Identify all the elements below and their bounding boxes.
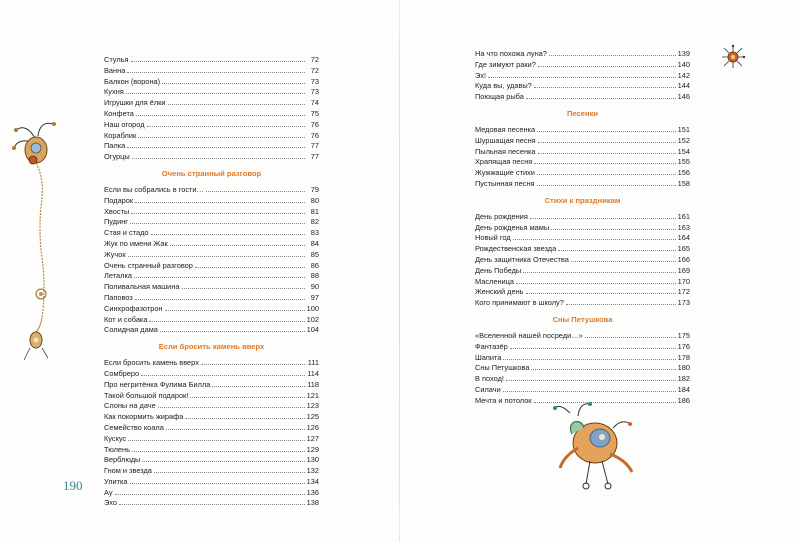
toc-entry-page: 79 [310,184,319,194]
toc-entry [104,87,319,98]
toc-entry-page: 85 [310,249,319,259]
dot-leader [488,76,676,78]
toc-entry-title: Сны Петушкова [475,363,530,373]
toc-entry-page: 84 [310,238,319,248]
toc-entry-page: 186 [677,395,690,405]
toc-entry-title: «Вселенной нашей посреди…» [475,330,583,340]
toc-entry [104,185,319,196]
dot-leader [119,503,305,505]
toc-entry-title: Поющая рыба [475,92,524,102]
toc-entry-page: 97 [310,292,319,302]
section-heading: Если бросить камень вверх [158,342,265,352]
toc-entry [104,217,319,228]
toc-entry-page: 73 [310,87,319,97]
dot-leader [195,266,305,268]
dot-leader [201,363,305,365]
dot-leader [537,130,676,132]
toc-entry-title: Кого принимают в школу? [475,298,564,308]
toc-entry-page: 88 [310,271,319,281]
page-number: 190 [63,478,83,493]
toc-entry-title: Гном и звезда [104,466,152,476]
toc-entry [475,233,690,244]
dot-leader [160,330,305,332]
toc-entry [475,223,690,234]
dot-leader [506,379,676,381]
toc-entry-title: Масленица [475,276,515,286]
toc-entry [475,363,690,374]
toc-entry-page: 102 [306,314,319,324]
toc-entry [475,147,690,158]
dot-leader [571,260,676,262]
dot-leader [132,450,305,452]
toc-entry-title: Эхо [104,498,118,508]
toc-entry [104,358,319,369]
toc-entry-page: 118 [307,379,319,389]
toc-entry-title: Кораблик [104,130,137,140]
toc-entry [475,244,690,255]
dot-leader [206,190,305,192]
toc-entry-page: 172 [677,287,690,297]
toc-entry-title: Тюлень [104,444,130,454]
toc-entry [104,391,319,402]
toc-entry-page: 73 [310,76,319,86]
toc-entry-page: 140 [677,59,690,69]
toc-entry-title: Куда вы, удавы? [475,81,532,91]
toc-entry-page: 176 [677,341,690,351]
toc-entry [104,293,319,304]
dot-leader [516,282,676,284]
dot-leader [523,271,675,273]
toc-entry-title: День рожденья мамы [475,222,550,232]
toc-entry [475,331,690,342]
toc-entry-page: 130 [306,455,319,465]
toc-entry-title: Пыльная песенка [475,146,536,156]
toc-entry-title: Если бросить камень вверх [104,358,199,368]
toc-entry [475,71,690,82]
dot-leader [127,71,305,73]
toc-entry-title: Верблюды [104,455,141,465]
toc-entry [475,277,690,288]
toc-entry-title: Палка [104,141,126,151]
dot-leader [131,212,305,214]
toc-entry-page: 170 [677,276,690,286]
toc-entry [104,131,319,142]
toc-entry [104,315,319,326]
toc-entry-title: Эх! [475,70,487,80]
toc-entry-page: 100 [306,303,319,313]
dot-leader [513,238,676,240]
dot-leader [566,303,676,305]
toc-entry-page: 90 [310,282,319,292]
dot-leader [549,54,676,56]
toc-entry [104,271,319,282]
dot-leader [126,92,305,94]
toc-entry [104,77,319,88]
dot-leader [526,292,676,294]
dot-leader [526,97,676,99]
dot-leader [162,82,305,84]
dot-leader [558,249,675,251]
toc-entry [475,49,690,60]
toc-entry [104,380,319,391]
dot-leader [142,460,304,462]
toc-entry [104,488,319,499]
toc-entry-title: Как покормить жирафа [104,412,184,422]
toc-entry-page: 182 [677,374,690,384]
dot-leader [534,86,676,88]
dot-leader [132,157,305,159]
toc-entry-title: Такой большой подарок! [104,390,189,400]
section-heading: Сны Петушкова [552,314,613,324]
toc-entry-title: Стая и стадо [104,228,149,238]
toc-entry [104,423,319,434]
toc-entry-page: 111 [307,358,319,368]
toc-entry-title: В поход! [475,374,504,384]
dot-leader [149,320,304,322]
right-page [400,0,799,542]
toc-entry [475,81,690,92]
toc-entry [475,353,690,364]
dot-leader [531,368,675,370]
toc-entry [104,466,319,477]
toc-entry-page: 138 [306,498,319,508]
right-toc [475,49,690,407]
toc-entry [475,212,690,223]
toc-entry-title: Жужжащие стихи [475,168,535,178]
toc-entry-page: 184 [677,384,690,394]
small-bug-icon [720,44,746,70]
toc-entry-page: 169 [677,265,690,275]
toc-entry-title: Паповоз [104,292,133,302]
toc-entry [104,401,319,412]
toc-entry-title: День рождения [475,211,528,221]
toc-entry-page: 86 [310,260,319,270]
dot-leader [538,141,676,143]
fantasy-creature-illustration [550,398,640,493]
toc-entry [475,157,690,168]
toc-entry-page: 76 [310,119,319,129]
dot-leader [154,471,305,473]
toc-entry-page: 81 [310,206,319,216]
dot-leader [165,309,305,311]
toc-entry-page: 126 [306,422,319,432]
pendulum-creature-illustration [8,118,68,368]
dot-leader [212,385,305,387]
toc-entry-page: 152 [677,135,690,145]
dot-leader [534,162,675,164]
toc-entry [104,207,319,218]
toc-entry [104,434,319,445]
dot-leader [530,217,676,219]
toc-entry-title: День защитника Отечества [475,254,569,264]
dot-leader [136,114,305,116]
dot-leader [551,228,675,230]
toc-entry [104,228,319,239]
dot-leader [141,374,305,376]
toc-entry-page: 155 [677,157,690,167]
toc-entry-title: Про негритёнка Фулима Билла [104,379,211,389]
toc-entry [104,445,319,456]
toc-entry-title: Где зимуют раки? [475,59,536,69]
toc-entry [475,255,690,266]
toc-entry-page: 180 [677,363,690,373]
left-toc [104,55,319,509]
toc-entry-title: Конфета [104,108,134,118]
dot-leader [151,233,305,235]
toc-entry-title: Балкон (ворона) [104,76,161,86]
toc-entry [475,374,690,385]
dot-leader [503,358,675,360]
dot-leader [128,439,304,441]
toc-entry-title: Жучок [104,249,126,259]
toc-entry-title: Очень странный разговор [104,260,193,270]
dot-leader [168,103,305,105]
toc-entry-page: 175 [677,330,690,340]
toc-entry-page: 158 [677,178,690,188]
toc-entry [475,179,690,190]
toc-entry-title: Женский день [475,287,524,297]
toc-entry-page: 74 [310,98,319,108]
toc-entry-page: 144 [677,81,690,91]
toc-entry [104,250,319,261]
toc-entry [475,287,690,298]
toc-entry-page: 165 [677,244,690,254]
dot-leader [510,347,676,349]
toc-entry [104,141,319,152]
toc-entry-page: 72 [310,65,319,75]
toc-entry-title: Шуршащая песня [475,135,536,145]
toc-entry [104,152,319,163]
toc-entry-page: 142 [677,70,690,80]
dot-leader [538,152,676,154]
dot-leader [135,298,305,300]
toc-entry-title: Хвосты [104,206,130,216]
toc-entry-page: 134 [306,476,319,486]
toc-entry-page: 72 [310,55,319,64]
toc-entry-title: Поливальная машина [104,282,180,292]
dot-leader [128,255,305,257]
toc-entry [475,266,690,277]
toc-entry-page: 156 [677,168,690,178]
toc-entry [104,325,319,336]
toc-entry-title: Подарок [104,195,134,205]
toc-entry-page: 77 [310,141,319,151]
dot-leader [131,60,305,62]
toc-entry [104,109,319,120]
dot-leader [538,65,676,67]
toc-entry [475,168,690,179]
toc-entry [104,477,319,488]
toc-entry-title: Шапита [475,352,502,362]
toc-entry [104,66,319,77]
toc-entry [104,412,319,423]
toc-entry-page: 121 [306,390,319,400]
toc-entry-title: Сомбреро [104,368,140,378]
toc-entry-page: 136 [306,487,319,497]
dot-leader [537,173,676,175]
toc-entry-title: Леталка [104,271,132,281]
toc-entry-title: Улитка [104,476,128,486]
toc-entry-title: Рождественская звезда [475,244,557,254]
toc-entry [104,196,319,207]
toc-entry-page: 104 [306,325,319,335]
toc-entry [475,136,690,147]
toc-entry-page: 132 [306,466,319,476]
section-heading: Песенки [566,108,599,118]
toc-entry-title: Пудинг [104,217,128,227]
toc-entry-title: День Победы [475,265,522,275]
toc-entry [475,92,690,103]
toc-entry-page: 82 [310,217,319,227]
dot-leader [138,136,305,138]
toc-entry-page: 76 [310,130,319,140]
toc-entry-title: Фантазёр [475,341,508,351]
toc-entry-title: Огурцы [104,152,130,162]
dot-leader [537,184,676,186]
toc-entry-page: 77 [310,152,319,162]
toc-entry-title: Новый год [475,233,511,243]
dot-leader [135,201,305,203]
toc-entry-page: 123 [306,401,319,411]
toc-entry-title: Слоны на даче [104,401,156,411]
toc-entry [104,98,319,109]
toc-entry [104,55,319,66]
toc-entry [104,369,319,380]
toc-entry-title: Мечта и потолок [475,395,532,405]
toc-entry-page: 161 [677,211,690,221]
toc-entry-page: 151 [677,124,690,134]
toc-entry [104,498,319,509]
toc-entry-page: 163 [677,222,690,232]
toc-entry-title: Наш огород [104,119,145,129]
toc-entry [104,304,319,315]
toc-entry-page: 80 [310,195,319,205]
toc-entry-title: Ванна [104,65,126,75]
dot-leader [585,336,676,338]
toc-entry-title: Силачи [475,384,501,394]
toc-entry-title: Кухня [104,87,124,97]
toc-entry [475,60,690,71]
dot-leader [115,493,305,495]
toc-entry [104,261,319,272]
dot-leader [130,482,305,484]
dot-leader [185,417,304,419]
section-heading: Стихи к праздникам [544,195,621,205]
toc-entry-title: Игрушки для ёлки [104,98,166,108]
dot-leader [503,390,676,392]
toc-entry-page: 154 [677,146,690,156]
toc-entry-title: Солидная дама [104,325,158,335]
toc-entry-title: Если вы собрались в гости… [104,184,204,194]
dot-leader [130,222,305,224]
toc-entry-title: Кот и собака [104,314,148,324]
toc-entry-page: 114 [307,368,319,378]
toc-entry-title: Храпящая песня [475,157,533,167]
toc-entry [104,120,319,131]
toc-entry-page: 75 [310,108,319,118]
toc-entry-page: 166 [677,254,690,264]
dot-leader [170,244,305,246]
dot-leader [158,406,305,408]
toc-entry-title: Ау [104,487,113,497]
toc-entry-title: Семейство коала [104,422,164,432]
dot-leader [190,396,304,398]
toc-entry [475,298,690,309]
toc-entry-title: Пустынная песня [475,178,535,188]
toc-entry [475,125,690,136]
toc-entry-page: 129 [306,444,319,454]
toc-entry [104,239,319,250]
toc-entry-page: 125 [306,412,319,422]
toc-entry-page: 83 [310,228,319,238]
toc-entry-title: Жук по имени Жак [104,238,168,248]
toc-entry-title: На что похожа луна? [475,49,547,58]
toc-entry [104,455,319,466]
dot-leader [147,125,305,127]
toc-entry-page: 173 [677,298,690,308]
toc-entry [475,342,690,353]
toc-entry-page: 146 [677,92,690,102]
toc-entry-page: 164 [677,233,690,243]
dot-leader [182,287,305,289]
toc-entry-page: 178 [677,352,690,362]
toc-entry-page: 139 [677,49,690,58]
toc-entry-title: Медовая песенка [475,124,536,134]
toc-entry [475,385,690,396]
toc-entry-title: Синхрофазотрон [104,303,163,313]
section-heading: Очень странный разговор [161,168,262,178]
dot-leader [127,146,305,148]
toc-entry-page: 127 [306,433,319,443]
dot-leader [134,276,305,278]
toc-entry-title: Стулья [104,55,129,64]
toc-entry-title: Кускус [104,433,127,443]
dot-leader [166,428,305,430]
toc-entry [104,282,319,293]
